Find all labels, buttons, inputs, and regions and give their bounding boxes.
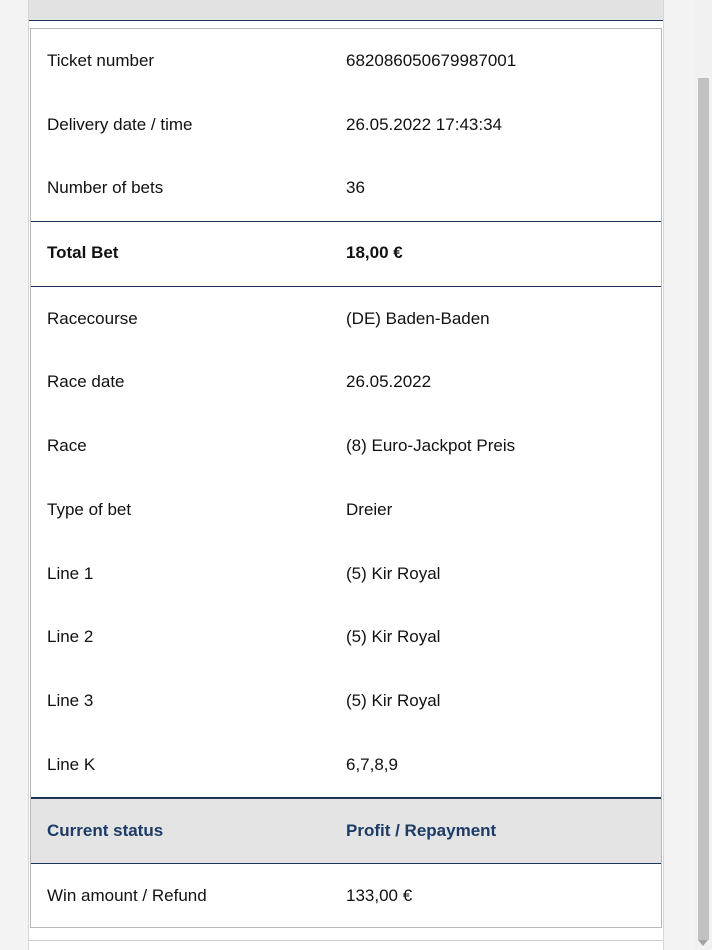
total-bet-row (31, 221, 661, 285)
scroll-down-arrow-icon[interactable] (698, 940, 708, 946)
racecourse-label: Racecourse (47, 309, 138, 328)
current-status-row (31, 797, 661, 864)
ticket-panel (28, 0, 664, 950)
delivery-datetime-label: Delivery date / time (47, 115, 193, 134)
number-of-bets-row (31, 156, 661, 220)
line-3-row (31, 669, 661, 733)
total-bet-label: Total Bet (47, 243, 119, 262)
vertical-scrollbar[interactable] (695, 0, 712, 950)
line-2-row (31, 605, 661, 669)
ticket-details-card (30, 28, 662, 928)
win-amount-label: Win amount / Refund (47, 886, 207, 905)
scrollbar-thumb[interactable] (698, 78, 709, 940)
line-k-row (31, 733, 661, 797)
line-2-value: (5) Kir Royal (346, 627, 441, 646)
line-2-label: Line 2 (47, 627, 94, 646)
win-amount-row (31, 864, 661, 928)
ticket-number-label: Ticket number (47, 51, 155, 70)
number-of-bets-label: Number of bets (47, 178, 164, 197)
ticket-number-row (31, 29, 661, 93)
current-status-value: Profit / Repayment (346, 821, 497, 840)
number-of-bets-value: 36 (346, 178, 365, 197)
line-3-label: Line 3 (47, 691, 94, 710)
racecourse-value: (DE) Baden-Baden (346, 309, 490, 328)
type-of-bet-label: Type of bet (47, 500, 132, 519)
race-date-label: Race date (47, 372, 125, 391)
line-1-row (31, 542, 661, 606)
race-date-value: 26.05.2022 (346, 372, 432, 391)
win-amount-value: 133,00 € (346, 886, 413, 905)
panel-footer-band (29, 940, 663, 950)
line-k-value: 6,7,8,9 (346, 755, 398, 774)
type-of-bet-row (31, 478, 661, 542)
panel-header-band (29, 0, 663, 21)
race-date-row (31, 350, 661, 414)
current-status-label: Current status (47, 821, 164, 840)
racecourse-row (31, 287, 661, 351)
type-of-bet-value: Dreier (346, 500, 393, 519)
total-bet-value: 18,00 € (346, 243, 403, 262)
line-1-label: Line 1 (47, 564, 94, 583)
line-1-value: (5) Kir Royal (346, 564, 441, 583)
ticket-number-value: 682086050679987001 (346, 51, 517, 70)
race-row (31, 414, 661, 478)
race-label: Race (47, 436, 87, 455)
race-value: (8) Euro-Jackpot Preis (346, 436, 516, 455)
line-3-value: (5) Kir Royal (346, 691, 441, 710)
delivery-datetime-value: 26.05.2022 17:43:34 (346, 115, 502, 134)
line-k-label: Line K (47, 755, 96, 774)
delivery-datetime-row (31, 93, 661, 157)
